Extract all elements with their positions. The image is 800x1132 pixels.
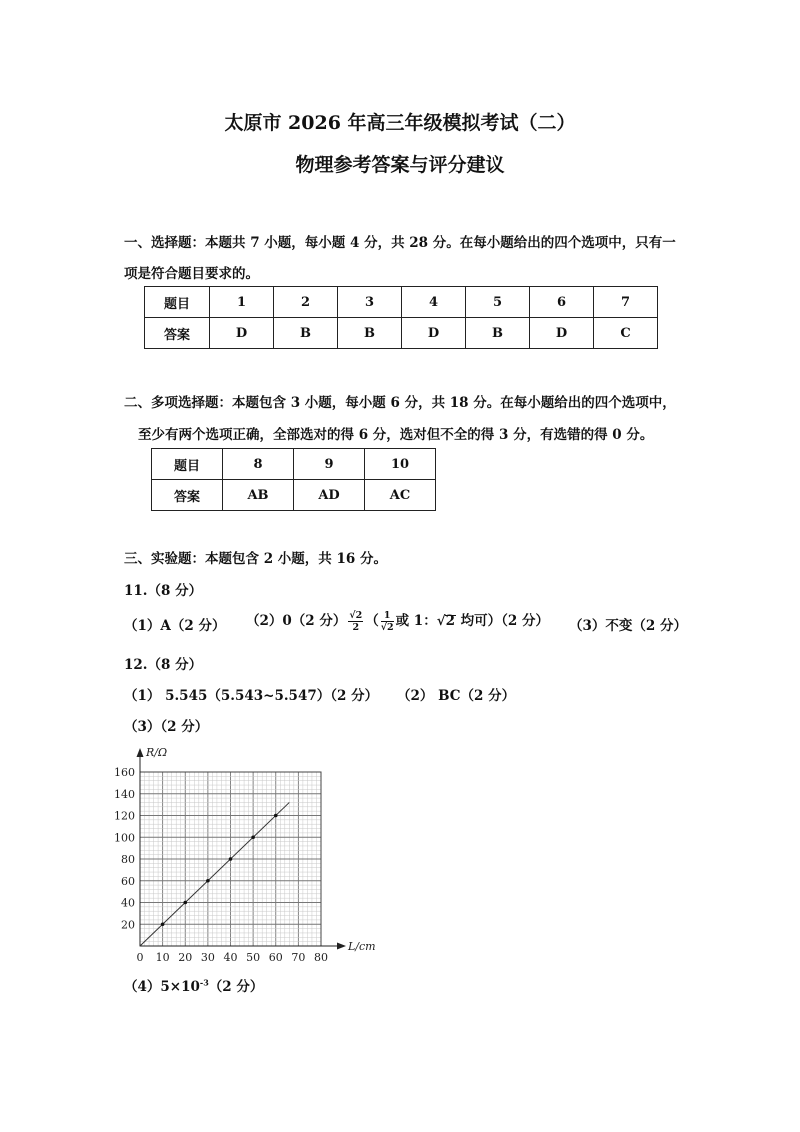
answer-cell: AD [294,480,365,511]
q12-part3: （3）（2 分） [124,719,209,735]
q11-alt-text: 或 1：√ [395,613,446,629]
table-header-label: 题目 [145,287,210,318]
fraction-numerator: √2 [349,610,363,621]
radicand: 2 [445,613,455,629]
y-tick-label: 100 [114,831,135,845]
data-point [229,857,233,861]
fraction-1-over-sqrt2 [381,610,394,633]
fraction-denominator: 2 [352,622,360,633]
x-tick-label: 80 [314,951,328,964]
resistance-length-chart [112,742,384,967]
data-point [251,835,255,839]
x-axis-arrow [337,943,346,950]
y-tick-label: 20 [121,918,135,932]
fraction-denominator: √2 [380,622,394,633]
question-number: 8 [223,449,294,480]
section1-instructions-line1: 一、选择题：本题共 7 小题，每小题 4 分，共 28 分。在每小题给出的四个选项中，只有一 [124,235,676,251]
fraction-numerator: 1 [381,610,394,622]
answer-cell: C [594,318,658,349]
question-number: 10 [365,449,436,480]
q12-heading: 12.（8 分） [124,657,203,673]
table-answer-label: 答案 [152,480,223,511]
table-row [145,318,658,349]
x-tick-label: 30 [200,951,215,964]
q12-part4-base: （4）5×10 [124,979,200,995]
x-tick-label: 40 [223,951,238,964]
x-tick-label: 0 [136,951,144,964]
x-tick-label: 20 [178,951,193,964]
x-tick-label: 70 [291,951,306,964]
answer-cell: B [466,318,530,349]
question-number: 6 [530,287,594,318]
q11-part2 [246,609,549,633]
q11-part2-prefix: （2）0（2 分） [246,613,347,629]
answer-cell: B [338,318,402,349]
y-tick-label: 140 [114,787,135,801]
x-tick-label: 60 [268,951,283,964]
answer-cell: D [402,318,466,349]
x-tick-label: 10 [155,951,170,964]
y-tick-label: 120 [114,809,135,823]
question-number: 3 [338,287,402,318]
y-tick-label: 40 [121,896,135,910]
answer-cell: AB [223,480,294,511]
section2-instructions-line1: 二、多项选择题：本题包含 3 小题，每小题 6 分，共 18 分。在每小题给出的四个选项中， [124,395,676,411]
y-axis-label: R/Ω [146,746,168,759]
data-point [206,879,210,883]
table-header-label: 题目 [152,449,223,480]
q12-part4 [124,975,263,995]
answer-cell: D [210,318,274,349]
exponent: -3 [199,977,209,988]
answer-cell: AC [365,480,436,511]
question-number: 5 [466,287,530,318]
question-number: 4 [402,287,466,318]
data-point [161,922,165,926]
paren-open: （ [365,613,379,629]
table-answer-label: 答案 [145,318,210,349]
y-tick-label: 80 [121,853,135,866]
table-row [145,287,658,318]
q11-part3: （3）不变（2 分） [569,618,687,634]
answer-cell: B [274,318,338,349]
q11-part1: （1）A（2 分） [124,618,226,634]
question-number: 9 [294,449,365,480]
y-tick-label: 160 [114,766,135,779]
page-subtitle: 物理参考答案与评分建议 [295,154,505,176]
table-row [152,480,436,511]
section2-instructions-line2: 至少有两个选项正确，全部选对的得 6 分，选对但不全的得 3 分，有选错的得 0 分。 [138,427,654,443]
q12-part4-tail: （2 分） [208,979,264,995]
section1-answer-table [144,286,658,349]
q11-part2-tail: 均可）（2 分） [455,613,550,629]
page-title: 太原市 2026 年高三年级模拟考试（二） [224,112,576,134]
y-tick-label: 60 [121,874,135,888]
question-number: 2 [274,287,338,318]
fraction-sqrt2-over-2 [348,610,363,633]
q11-heading: 11.（8 分） [124,583,203,599]
question-number: 1 [210,287,274,318]
section2-answer-table [151,448,436,511]
table-row [152,449,436,480]
section3-instructions: 三、实验题：本题包含 2 小题，共 16 分。 [124,551,387,567]
answer-cell: D [530,318,594,349]
q12-part2: （2） BC（2 分） [397,688,516,704]
x-tick-label: 50 [246,951,261,964]
data-point [183,901,187,905]
question-number: 7 [594,287,658,318]
data-point [274,814,278,818]
y-axis-arrow [137,748,144,757]
q12-part1: （1） 5.545（5.543~5.547）（2 分） [124,688,379,704]
section1-instructions-line2: 项是符合题目要求的。 [124,266,259,282]
x-axis-label: L/cm [348,940,376,953]
